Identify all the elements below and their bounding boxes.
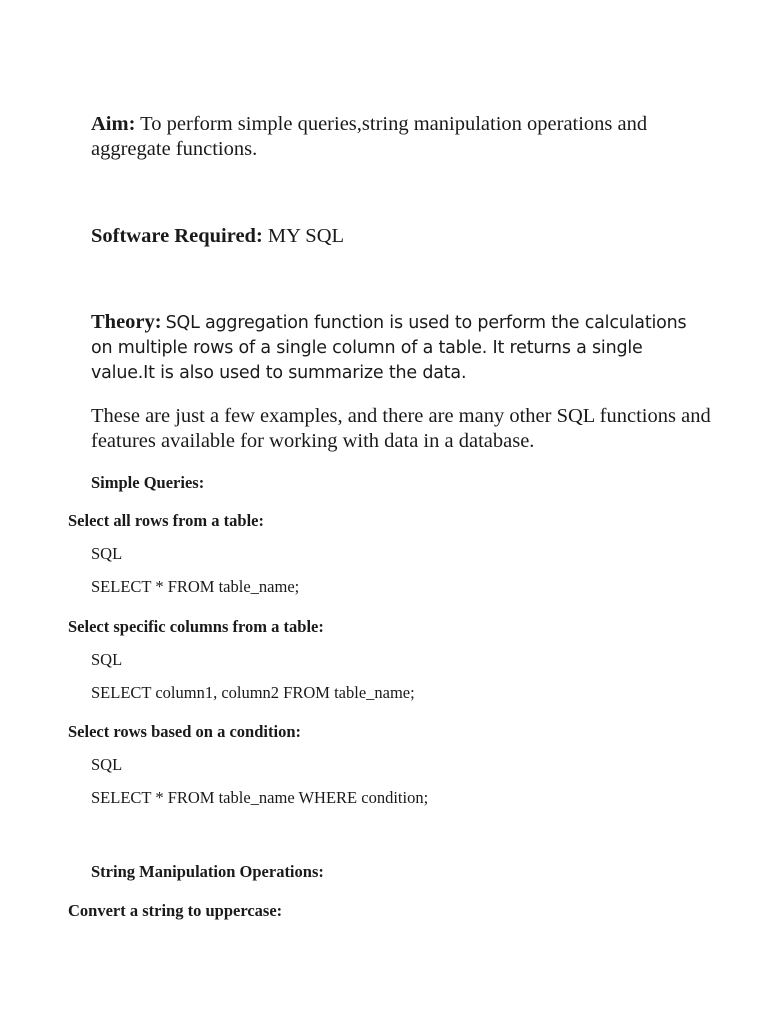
- query-title-2: Select specific columns from a table:: [68, 617, 324, 636]
- software-label: Software Required:: [91, 225, 263, 247]
- string-ops-heading: String Manipulation Operations:: [91, 862, 324, 881]
- examples-note: These are just a few examples, and there are many other SQL functions and features available for working with data in a database.: [91, 405, 711, 452]
- query-title-3: Select rows based on a condition:: [68, 722, 301, 741]
- theory-label: Theory:: [91, 311, 162, 333]
- query-code-2: SELECT column1, column2 FROM table_name;: [91, 683, 415, 702]
- theory-text: SQL aggregation function is used to perform the calculations on multiple rows of a single column of a table. It returns a single value.It is also used to summarize the data.: [91, 313, 687, 383]
- software-text: MY SQL: [267, 225, 345, 247]
- query-lang-2: SQL: [91, 650, 123, 669]
- query-lang-1: SQL: [91, 544, 123, 563]
- query-code-3: SELECT * FROM table_name WHERE condition;: [91, 788, 429, 807]
- software-paragraph: [91, 224, 711, 249]
- query-code-1: SELECT * FROM table_name;: [91, 577, 300, 596]
- aim-paragraph: [91, 112, 711, 162]
- theory-paragraph: [91, 310, 711, 386]
- aim-label: Aim:: [91, 113, 136, 135]
- aim-text: To perform simple queries,string manipulation operations and aggregate functions.: [91, 113, 648, 160]
- query-lang-3: SQL: [91, 755, 123, 774]
- simple-queries-heading: Simple Queries:: [91, 473, 205, 492]
- string-op-title-1: Convert a string to uppercase:: [68, 901, 283, 920]
- query-title-1: Select all rows from a table:: [68, 511, 264, 530]
